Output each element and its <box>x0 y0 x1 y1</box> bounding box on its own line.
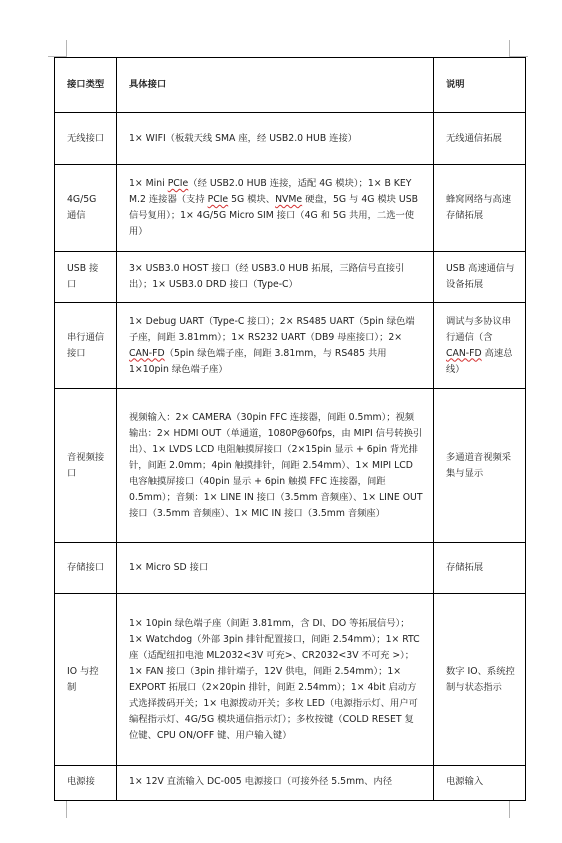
row-note: 多通道音视频采集与显示 <box>434 389 526 543</box>
row-detail: 1× WIFI（板载天线 SMA 座，经 USB2.0 HUB 连接） <box>117 113 434 165</box>
row-detail: 1× 12V 直流输入 DC-005 电源接口（可接外径 5.5mm、内径 <box>117 766 434 801</box>
header-specific-interface: 具体接口 <box>117 58 434 113</box>
row-note: 蜂窝网络与高速存储拓展 <box>434 165 526 252</box>
row-type: IO 与控制 <box>55 594 117 766</box>
row-note: 调试与多协议串行通信（含 CAN-FD 高速总线） <box>434 303 526 389</box>
row-type: 串行通信接口 <box>55 303 117 389</box>
crop-mark-bottom-left <box>66 800 67 818</box>
row-type: 电源接 <box>55 766 117 801</box>
table-row <box>55 303 526 389</box>
table-header-row <box>55 58 526 113</box>
row-note: 无线通信拓展 <box>434 113 526 165</box>
row-type: 存储接口 <box>55 543 117 594</box>
spellcheck-underline: CAN-FD <box>446 347 482 359</box>
table-row <box>55 543 526 594</box>
header-interface-type: 接口类型 <box>55 58 117 113</box>
table-row <box>55 389 526 543</box>
table-row <box>55 252 526 303</box>
row-note: 存储拓展 <box>434 543 526 594</box>
table-row <box>55 165 526 252</box>
spellcheck-underline: CAN-FD <box>129 347 165 359</box>
row-detail: 视频输入：2× CAMERA（30pin FFC 连接器，间距 0.5mm）；视频输出：2× HDMI OUT（单通道，1080P@60fps，由 MIPI 信号转换引出）、1× LVDS LCD 电阻触摸屏接口（2×15pin 显示 + 6pin 背光排针，间距 2.0mm；4pin 触摸排针，间距 2.54mm）、1× MIPI LCD 电容触摸屏接口（40pin 显示 + 6pin 触摸 FFC 连接器，间距 0.5mm）；音频：1× LINE IN 接口（3.5mm 音频座）、1× LINE OUT 接口（3.5mm 音频座）、1× MIC IN 接口（3.5mm 音频座） <box>117 389 434 543</box>
row-note: 数字 IO、系统控制与状态指示 <box>434 594 526 766</box>
row-detail: 1× 10pin 绿色端子座（间距 3.81mm，含 DI、DO 等拓展信号）；1× Watchdog（外部 3pin 排针配置接口，间距 2.54mm）；1× RTC 座（适配纽扣电池 ML2032<3V 可充>、CR2032<3V 不可充 >）；1× FAN 接口（3pin 排针端子，12V 供电，间距 2.54mm）；1× EXPORT 拓展口（2×20pin 排针，间距 2.54mm）；1× 4bit 启动方式选择拨码开关；1× 电源拨动开关；多枚 LED（电源指示灯、用户可编程指示灯、4G/5G 模块通信指示灯）；多枚按键（COLD RESET 复位键、CPU ON/OFF 键、用户输入键） <box>117 594 434 766</box>
row-detail: 1× Micro SD 接口 <box>117 543 434 594</box>
row-type: 无线接口 <box>55 113 117 165</box>
row-type: 音视频接口 <box>55 389 117 543</box>
row-detail: 1× Debug UART（Type-C 接口）；2× RS485 UART（5pin 绿色端子座，间距 3.81mm）；1× RS232 UART（DB9 母座接口）；2× CAN-FD（5pin 绿色端子座，间距 3.81mm，与 RS485 共用 1×10pin 绿色端子座） <box>117 303 434 389</box>
row-note: 电源输入 <box>434 766 526 801</box>
spellcheck-underline: NVMe <box>275 194 303 205</box>
spellcheck-underline: PCIe <box>167 178 189 189</box>
row-type: USB 接口 <box>55 252 117 303</box>
crop-mark-top-left <box>66 40 67 58</box>
header-description: 说明 <box>434 58 526 113</box>
row-note: USB 高速通信与设备拓展 <box>434 252 526 303</box>
interface-spec-table <box>54 57 526 801</box>
row-type: 4G/5G 通信 <box>55 165 117 252</box>
row-detail: 3× USB3.0 HOST 接口（经 USB3.0 HUB 拓展，三路信号直接引出）；1× USB3.0 DRD 接口（Type-C） <box>117 252 434 303</box>
spellcheck-underline: PCIe <box>207 194 229 205</box>
crop-mark-bottom-right <box>509 800 510 818</box>
row-detail: 1× Mini PCIe（经 USB2.0 HUB 连接，适配 4G 模块）；1× B KEY M.2 连接器（支持 PCIe 5G 模块、NVMe 硬盘，5G 与 4G 模块 USB 信号复用）；1× 4G/5G Micro SIM 接口（4G 和 5G 共用，二选一使用） <box>117 165 434 252</box>
table-row <box>55 594 526 766</box>
table-row <box>55 113 526 165</box>
table-row <box>55 766 526 801</box>
